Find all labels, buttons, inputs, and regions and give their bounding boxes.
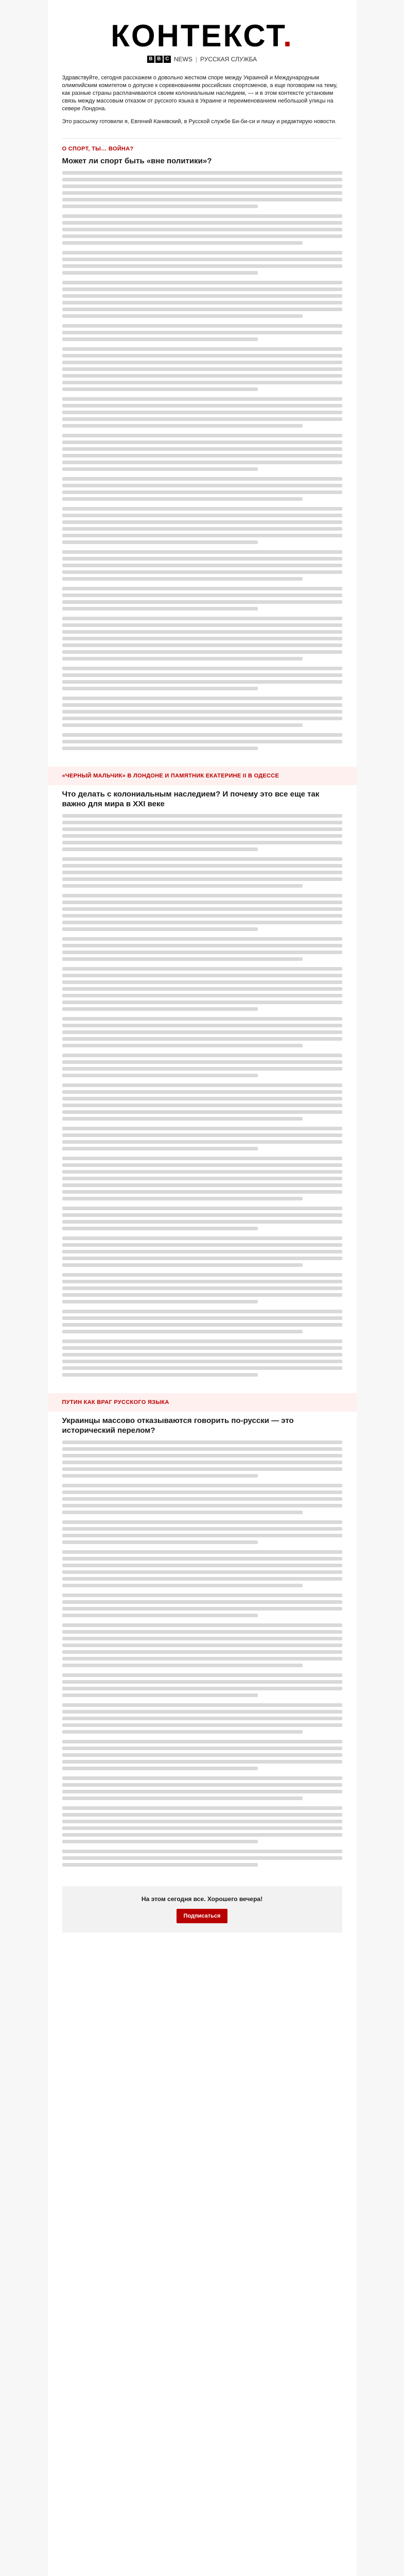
service-name: РУССКАЯ СЛУЖБА xyxy=(200,56,257,63)
section-kicker: О СПОРТ, ТЫ… ВОЙНА? xyxy=(62,138,342,152)
closing-text: На этом сегодня все. Хорошего вечера! xyxy=(141,1895,263,1903)
newsletter xyxy=(48,0,357,2576)
section-body xyxy=(62,1440,342,1867)
masthead xyxy=(48,0,357,74)
section-title: Украинцы массово отказываются говорить по-русски — это исторический перелом? xyxy=(62,1416,294,1435)
section-title: Может ли спорт быть «вне политики»? xyxy=(62,157,212,165)
section-language xyxy=(48,1386,357,1876)
section-sport xyxy=(48,131,357,759)
logo-text: КОНТЕКСТ xyxy=(111,19,284,53)
subscribe-button[interactable]: Подписаться xyxy=(177,1909,228,1923)
section-body xyxy=(62,814,342,1377)
separator: | xyxy=(195,56,197,63)
section-kicker: ПУТИН КАК ВРАГ РУССКОГО ЯЗЫКА xyxy=(48,1393,357,1412)
intro-paragraph-2: Это рассылку готовили я, Евгений Канивский, в Русской службе Би-би-си и пишу и редактирую новости. xyxy=(62,118,337,125)
kontekst-logo[interactable] xyxy=(48,21,357,52)
bbc-logo-icon: B B C xyxy=(147,56,171,63)
legal-footer xyxy=(48,1933,357,1953)
intro-paragraph-1: Здравствуйте, сегодня расскажем о довольно жестком споре между Украиной и Международным олимпийским комитетом о допуске к соревнованиям российских спортсменов, а еще поговорим на тему, как разные страны расплачиваются своим колониальным наследием, — и в этом контексте установим связь между массовым отказом от русского языка в Украине и переименованием небольшой улицы на севере Лондона. xyxy=(62,75,338,112)
section-body xyxy=(62,171,342,750)
footer-box xyxy=(62,1886,342,1933)
section-kicker: «ЧЕРНЫЙ МАЛЬЧИК» В ЛОНДОНЕ И ПАМЯТНИК ЕКАТЕРИНЕ II В ОДЕССЕ xyxy=(48,767,357,785)
section-title: Что делать с колониальным наследием? И почему это все еще так важно для мира в XXI веке xyxy=(62,790,320,808)
logo-dot: . xyxy=(283,19,293,53)
news-label: NEWS xyxy=(173,56,192,63)
intro xyxy=(48,74,357,126)
bbc-subline xyxy=(48,56,357,63)
section-colonial xyxy=(48,759,357,1386)
